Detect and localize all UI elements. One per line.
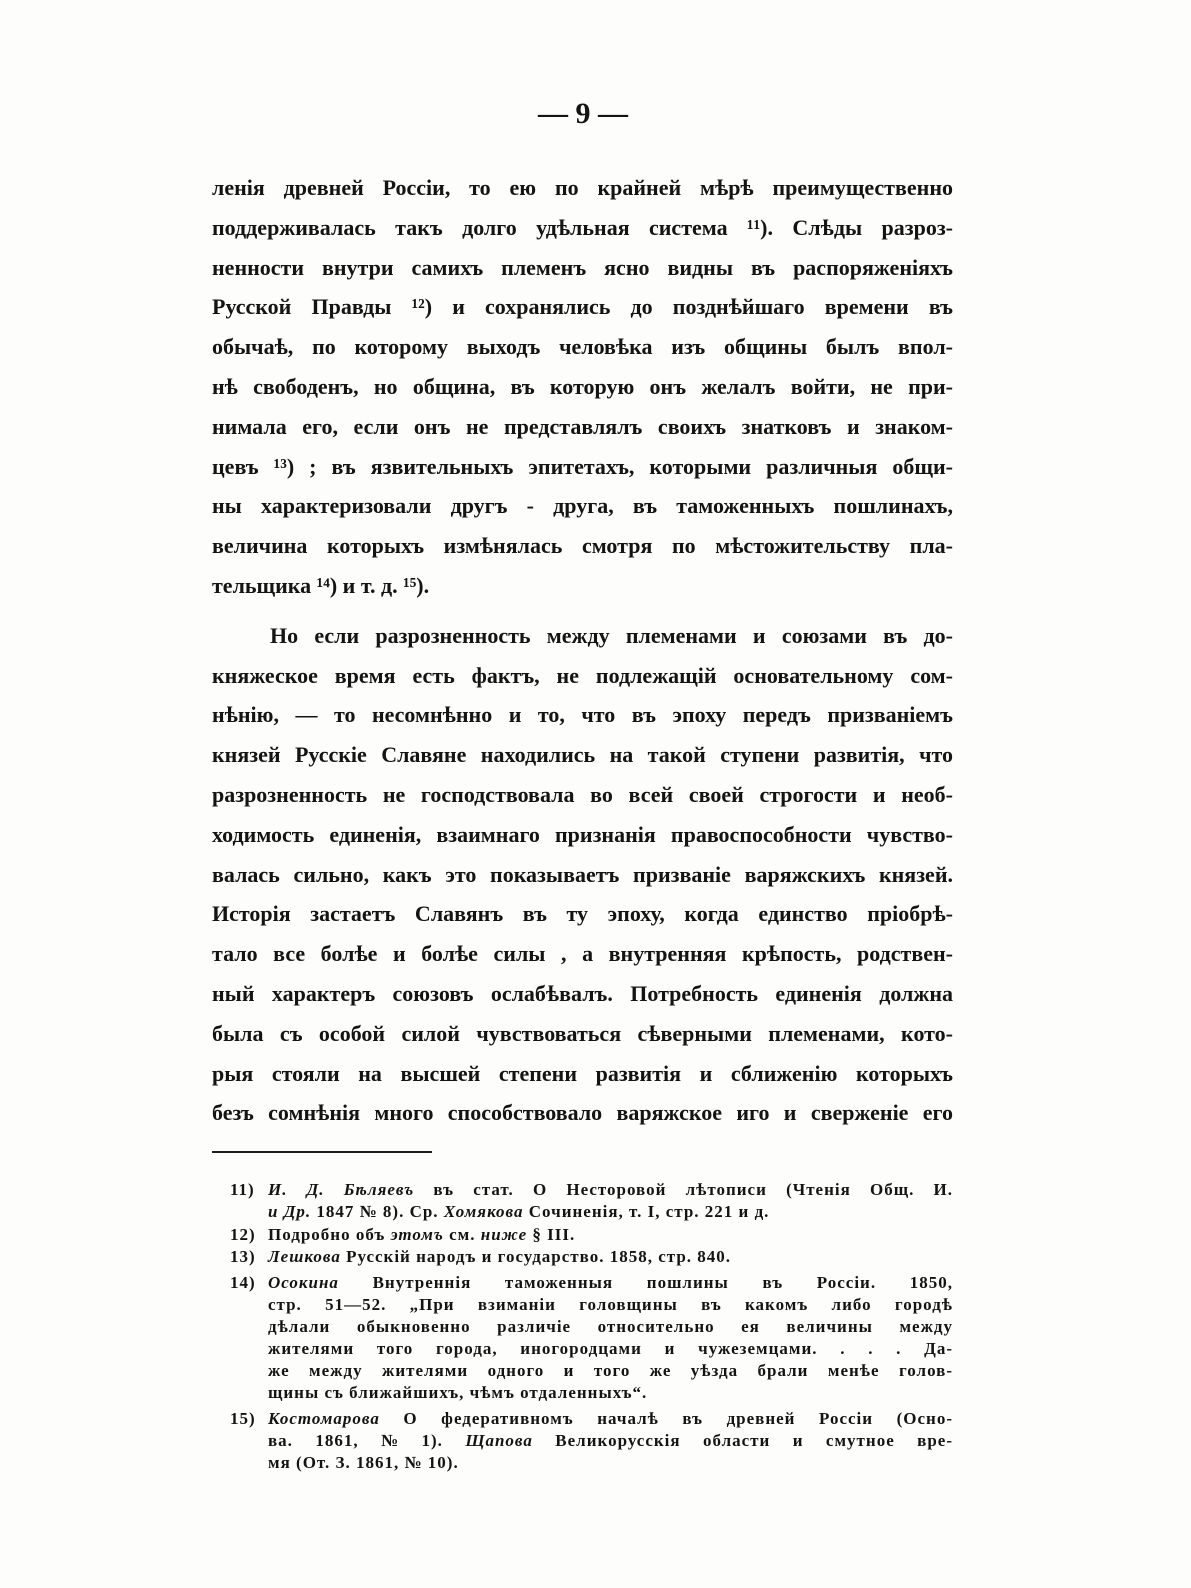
footnote-line [268,1179,954,1201]
italic-text: и Др. [268,1202,312,1221]
footnote-text [268,1179,954,1223]
text-line: была съ особой силой чувствоваться сѣверными племенами, кото- [212,1020,953,1046]
text-segment: щины съ ближайшихъ, чѣмъ отдаленныхъ“. [268,1383,648,1402]
footnote-line [268,1430,954,1452]
footnote-line [268,1272,954,1294]
text-segment: § III. [527,1224,576,1244]
italic-text: Костомарова [268,1409,380,1428]
footnote [230,1408,954,1474]
text-line: безъ сомнѣнія много способствовало варяжское иго и сверженіе его [212,1100,953,1126]
text-segment: Русскій народъ и государство. 1858, стр. 840. [340,1247,732,1266]
text-line: нѣ свободенъ, но община, въ которую онъ желалъ войти, не при- [212,373,953,399]
footnote-line [268,1338,954,1360]
footnote-line [268,1201,954,1223]
italic-text: этомъ [390,1224,444,1244]
text-segment: стр. 51—52. „При взиманіи головщины въ какомъ либо городѣ [268,1295,953,1314]
footnote-line [268,1382,954,1404]
text-segment: въ стат. О Несторовой лѣтописи (Чтенія Общ. И. [414,1180,953,1199]
text-line: ны характеризовали другъ - друга, въ таможенныхъ пошлинахъ, [212,493,953,519]
text-line: обычаѣ, по которому выходъ человѣка изъ общины былъ впол- [212,334,953,360]
footnote-line [268,1316,954,1338]
text-segment: 1847 № 8). Ср. [311,1202,444,1221]
footnote-text [268,1272,954,1404]
text-line: Русской Правды ¹²) и сохранялись до позднѣйшаго времени въ [212,294,953,320]
text-segment: жителями того города, иногородцами и чужеземцами. . . . Да- [268,1339,953,1358]
text-line: ный характеръ союзовъ ослабѣвалъ. Потребность единенія должна [212,980,953,1006]
text-line: величина которыхъ измѣнялась смотря по мѣстожительству пла- [212,533,953,559]
footnote-line [268,1408,954,1430]
page-number: — 9 — [538,97,628,130]
footnote-line [268,1224,954,1246]
footnote [230,1272,954,1404]
text-line: нимала его, если онъ не представлялъ своихъ знатковъ и знаком- [212,413,953,439]
footnote-line [268,1294,954,1316]
italic-text: Осокина [268,1273,339,1292]
text-line: ненности внутри самихъ племенъ ясно видны въ распоряженіяхъ [212,254,953,280]
text-segment: ва. 1861, № 1). [268,1431,466,1450]
footnote-text [268,1224,954,1246]
text-line: княжеское время есть фактъ, не подлежащій основательному сом- [212,662,953,688]
text-segment: Сочиненія, т. I, стр. 221 и д. [523,1202,770,1221]
text-segment: Внутреннія таможенныя пошлины въ Россіи. 1850, [338,1273,953,1292]
text-segment: О федеративномъ началѣ въ древней Россіи (Осно- [379,1409,953,1428]
text-line: Но если разрозненность между племенами и союзами въ до- [270,622,953,648]
text-segment: Подробно объ [268,1224,391,1244]
text-segment: же между жителями одного и того же уѣзда брали менѣе голов- [268,1361,953,1380]
text-line: разрозненность не господствовала во всей своей строгости и необ- [212,781,953,807]
paragraph [212,616,954,1133]
footnote [230,1246,954,1268]
paragraph-continued [212,168,954,606]
text-line: тало все болѣе и болѣе силы , а внутренняя крѣпость, родствен- [212,941,953,967]
text-line: валась сильно, какъ это показываетъ призваніе варяжскихъ князей. [212,861,953,887]
text-segment: мя (От. З. 1861, № 10). [268,1453,459,1472]
italic-text: Хомякова [443,1202,524,1221]
footnote-number: 13) [230,1247,256,1266]
main-text [212,168,954,1133]
text-segment: дѣлали обыкновенно различіе относительно ея величины между [268,1317,953,1336]
footnote-rule [212,1151,432,1153]
text-line: ходимость единенія, взаимнаго признанія правоспособности чувство- [212,821,953,847]
text-line: тельщика ¹⁴) и т. д. ¹⁵). [212,572,430,598]
text-line: поддерживалась такъ долго удѣльная система ¹¹). Слѣды разроз- [212,214,953,240]
text-segment: см. [443,1224,481,1244]
footnote-number: 12) [230,1224,256,1244]
italic-text: Лешкова [268,1247,341,1266]
footnote-line [268,1360,954,1382]
footnote-line [268,1246,954,1268]
text-line: ленія древней Россіи, то ею по крайней мѣрѣ преимущественно [212,175,953,200]
italic-text: И. Д. Бѣляевъ [268,1180,415,1199]
text-line: нѣнію, — то несомнѣнно и то, что въ эпоху передъ призваніемъ [212,702,953,728]
text-line: князей Русскіе Славяне находились на такой ступени развитія, что [212,742,953,768]
text-line: цевъ ¹³) ; въ язвительныхъ эпитетахъ, которыми различныя общи- [212,453,953,479]
footnote-text [268,1408,954,1474]
text-segment: Великорусскія области и смутное вре- [532,1431,953,1450]
footnote-number: 15) [230,1409,256,1428]
text-line: рыя стояли на высшей степени развитія и сближенію которыхъ [212,1060,953,1086]
italic-text: Щапова [465,1431,533,1450]
footnote-text [268,1246,954,1268]
footnote [230,1179,954,1223]
footnote-number: 14) [230,1273,256,1292]
footnote-line [268,1452,954,1474]
footnote [230,1224,954,1246]
footnotes [230,1179,954,1474]
italic-text: ниже [480,1224,528,1244]
footnote-number: 11) [230,1180,255,1199]
text-line: Исторія застаетъ Славянъ въ ту эпоху, когда единство пріобрѣ- [212,901,953,927]
